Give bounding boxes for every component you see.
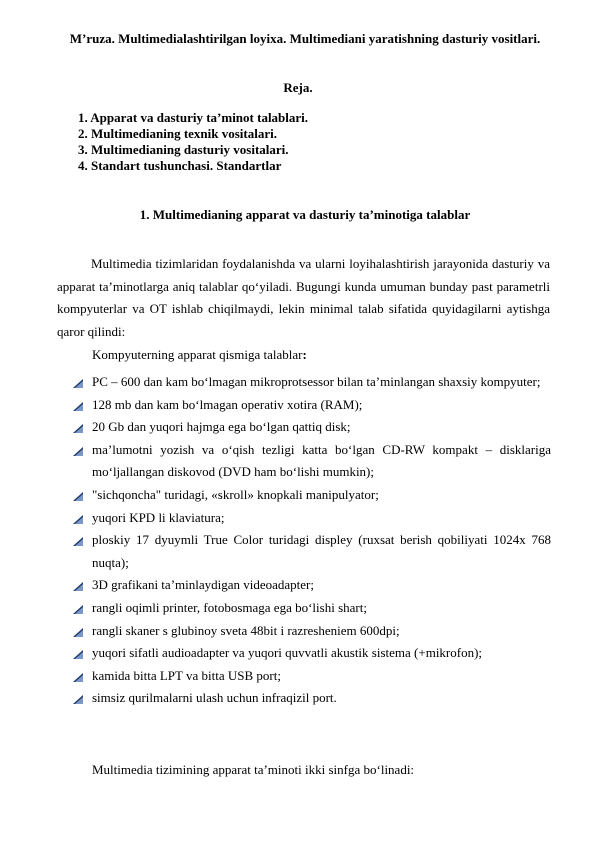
hardware-requirement-item [73, 597, 551, 620]
section-heading: 1. Multimedianing apparat va dasturiy ta’minotiga talablar [139, 207, 471, 222]
arrowhead-bullet-icon [73, 507, 92, 530]
hardware-requirement-item [73, 394, 551, 417]
plan-item [56, 158, 556, 174]
hardware-requirement-text: ma’lumotni yozish va o‘qish tezligi katta bo‘lgan CD-RW kompakt – disklariga mo‘ljallangan diskovod (DVD ham bo‘lishi mumkin); [92, 441, 551, 480]
hardware-heading-text: Kompyuterning apparat qismiga talablar [92, 347, 303, 362]
hardware-requirement-text: 128 mb dan kam bo‘lmagan operativ xotira (RAM); [92, 396, 363, 412]
hardware-requirement-text: 3D grafikani ta’minlaydigan videoadapter; [92, 577, 315, 593]
plan-item [56, 142, 556, 158]
hardware-requirement-text: 20 Gb dan yuqori hajmga ega bo‘lgan qattiq disk; [92, 419, 351, 435]
plan-item [56, 110, 556, 126]
hardware-requirement-item [73, 529, 551, 574]
arrowhead-bullet-icon [73, 574, 92, 597]
hardware-requirement-item [73, 620, 551, 643]
hardware-requirements-list [73, 371, 551, 710]
plan-item-text: 1. Apparat va dasturiy ta’minot talablari. [78, 110, 309, 125]
hardware-heading-colon: : [302, 347, 307, 362]
arrowhead-bullet-icon [73, 597, 92, 620]
hardware-requirement-item [73, 371, 551, 394]
hardware-requirement-text: ploskiy 17 dyuymli True Color turidagi displey (ruxsat berish qobiliyati 1024x 768 nuqta); [92, 532, 551, 570]
hardware-requirement-item [73, 642, 551, 665]
arrowhead-bullet-icon [73, 687, 92, 710]
hardware-requirement-text: rangli oqimli printer, fotobosmaga ega bo‘lishi shart; [92, 599, 367, 615]
plan-item [56, 126, 556, 142]
hardware-requirement-item [73, 687, 551, 710]
hardware-heading [92, 346, 307, 364]
document-title: M’ruza. Multimedialashtirilgan loyixa. Multimediani yaratishning dasturiy vositlari. [69, 31, 541, 46]
hardware-requirement-text: "sichqoncha" turidagi, «skroll» knopkali manipulyator; [92, 486, 379, 502]
arrowhead-bullet-icon [73, 371, 92, 394]
arrowhead-bullet-icon [73, 642, 92, 665]
arrowhead-bullet-icon [73, 394, 92, 417]
plan-list [56, 110, 556, 174]
plan-heading: Reja. [283, 80, 313, 95]
hardware-requirement-text: simsiz qurilmalarni ulash uchun infraqizil port. [92, 690, 337, 706]
plan-item-text: 3. Multimedianing dasturiy vositalari. [78, 142, 289, 157]
hardware-requirement-item [73, 507, 551, 530]
intro-paragraph: Multimedia tizimlaridan foydalanishda va ularni loyihalashtirish jarayonida dasturiy va apparat ta’minotlarga aniq talablar qo‘yiladi. Bugungi kunda umuman bunday past parametrli kompyuterlar va OT ishlab chiqilmaydi, lekin minimal talab sifatida quyidagilarni aytishga qaror qilindi: [57, 256, 550, 339]
hardware-requirement-item [73, 665, 551, 688]
hardware-requirement-text: yuqori sifatli audioadapter va yuqori quvvatli akustik sistema (+mikrofon); [92, 645, 483, 661]
hardware-requirement-text: yuqori KPD li klaviatura; [92, 509, 225, 525]
hardware-requirement-item [73, 574, 551, 597]
final-line: Multimedia tizimining apparat ta’minoti ikki sinfga bo‘linadi: [92, 762, 415, 777]
arrowhead-bullet-icon [73, 416, 92, 439]
plan-item-text: 4. Standart tushunchasi. Standartlar [78, 158, 282, 173]
hardware-requirement-item [73, 416, 551, 439]
plan-item-text: 2. Multimedianing texnik vositalari. [78, 126, 277, 141]
arrowhead-bullet-icon [73, 439, 92, 484]
arrowhead-bullet-icon [73, 529, 92, 574]
hardware-requirement-text: rangli skaner s glubinoy sveta 48bit i razresheniem 600dpi; [92, 622, 400, 638]
hardware-requirement-item [73, 484, 551, 507]
hardware-requirement-text: PC – 600 dan kam bo‘lmagan mikroprotsessor bilan ta’minlangan shaxsiy kompyuter; [92, 374, 541, 389]
hardware-requirement-item [73, 439, 551, 484]
arrowhead-bullet-icon [73, 620, 92, 643]
arrowhead-bullet-icon [73, 484, 92, 507]
hardware-requirement-text: kamida bitta LPT va bitta USB port; [92, 667, 281, 683]
arrowhead-bullet-icon [73, 665, 92, 688]
